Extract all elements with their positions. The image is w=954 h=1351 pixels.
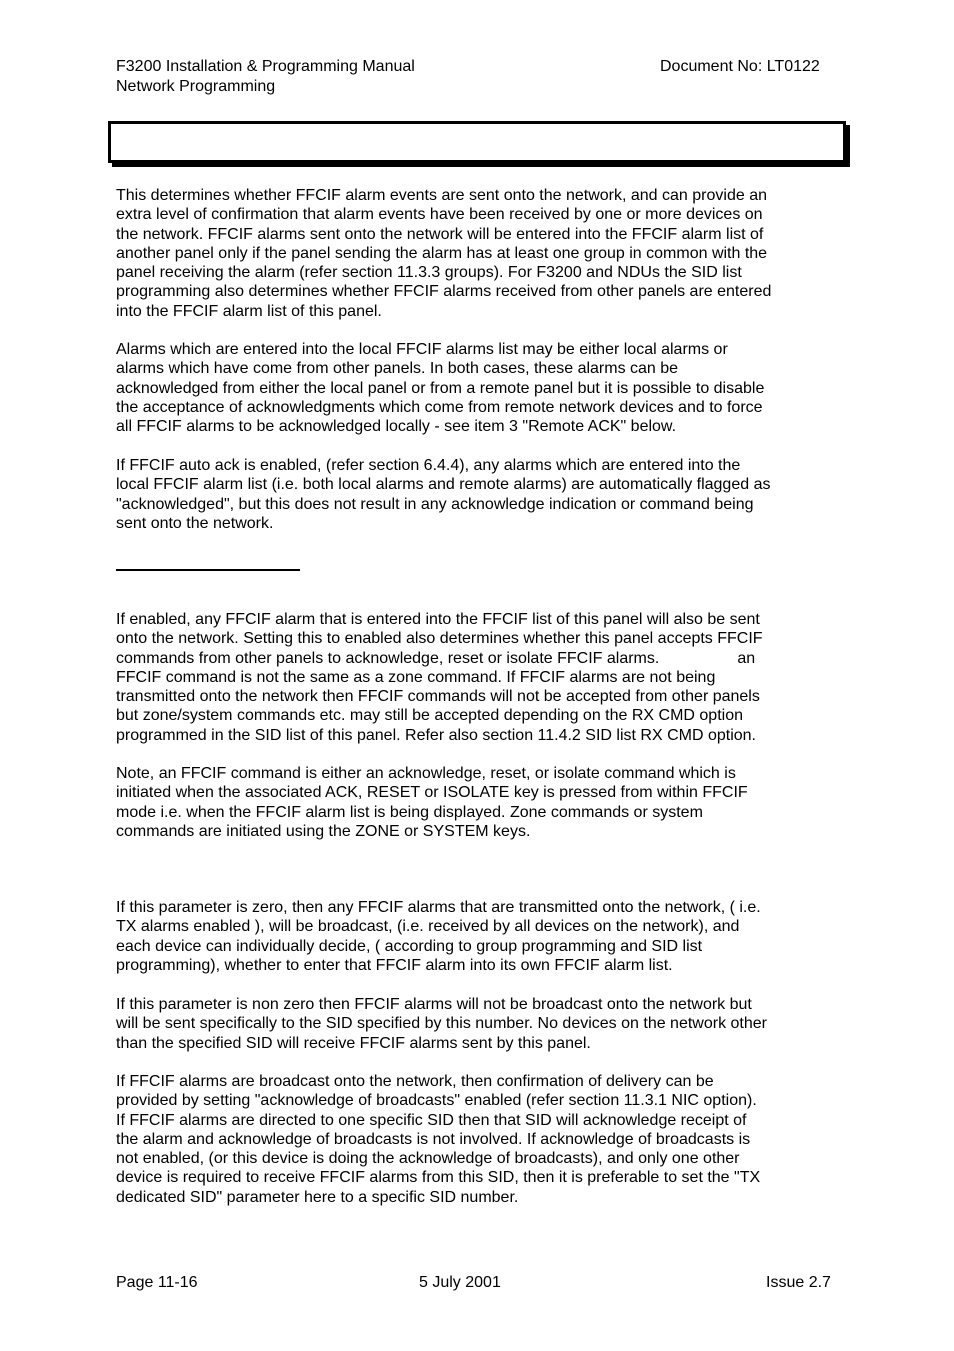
paragraph-parameter-nonzero [116,995,846,1053]
paragraph-local-alarms [116,340,846,436]
text-line: the acceptance of acknowledgments which come from remote network devices and to force [116,398,763,416]
text-fragment: an [737,649,756,667]
text-line: If this parameter is non zero then FFCIF alarms will not be broadcast onto the network but [116,996,752,1013]
header-left [116,57,415,97]
text-line: into the FFCIF alarm list of this panel. [116,302,382,320]
text-line: the alarm and acknowledge of broadcasts is not involved. If acknowledge of broadcasts is [116,1130,751,1148]
text-line: programming also determines whether FFCIF alarms received from other panels are entered [116,283,772,301]
text-line: If FFCIF alarms are broadcast onto the network, then confirmation of delivery can be [116,1073,714,1090]
text-line: initiated when the associated ACK, RESET or ISOLATE key is pressed from within FFCIF [116,784,748,802]
text-line: acknowledged from either the local panel or from a remote panel but it is possible to disable [116,379,765,397]
text-line: extra level of confirmation that alarm events have been received by one or more devices on [116,206,763,224]
paragraph-broadcast [116,1072,846,1207]
text-line: local FFCIF alarm list (i.e. both local alarms and remote alarms) are automatically flagged as [116,476,771,494]
text-line: not enabled, (or this device is doing the acknowledge of broadcasts), and only one other [116,1150,740,1168]
text-line: dedicated SID" parameter here to a specific SID number. [116,1188,519,1206]
paragraph-tx-alarms [116,610,846,745]
paragraph-auto-ack [116,456,846,533]
text-line: mode i.e. when the FFCIF alarm list is being displayed. Zone commands or system [116,803,703,821]
text-line: transmitted onto the network then FFCIF commands will not be accepted from other panels [116,688,760,706]
text-line: commands are initiated using the ZONE or SYSTEM keys. [116,822,531,840]
subheading-underline [116,569,300,571]
text-line: If FFCIF auto ack is enabled, (refer section 6.4.4), any alarms which are entered into the [116,457,741,474]
text-line: If FFCIF alarms are directed to one specific SID then that SID will acknowledge receipt of [116,1111,747,1129]
section-subtitle: Network Programming [116,78,276,95]
text-line: programming), whether to enter that FFCIF alarm into its own FFCIF alarm list. [116,956,673,974]
text-line: alarms which have come from other panels. In both cases, these alarms can be [116,360,679,378]
text-line: another panel only if the panel sending the alarm has at least one group in common with the [116,244,768,262]
text-line: If enabled, any FFCIF alarm that is entered into the FFCIF list of this panel will also be sent [116,611,760,628]
text-line: will be sent specifically to the SID specified by this number. No devices on the network other [116,1015,767,1033]
text-line: programmed in the SID list of this panel. Refer also section 11.4.2 SID list RX CMD option. [116,726,756,744]
text-line: This determines whether FFCIF alarm events are sent onto the network, and can provide an [116,187,767,204]
text-line: TX alarms enabled ), will be broadcast, (i.e. received by all devices on the network), and [116,918,740,936]
footer-date: 5 July 2001 [419,1274,501,1291]
paragraph-parameter-zero [116,898,846,975]
document-number: Document No: LT0122 [660,58,820,75]
text-line: provided by setting "acknowledge of broadcasts" enabled (refer section 11.3.1 NIC option). [116,1092,757,1110]
page-number: Page 11-16 [116,1274,198,1291]
text-line: the network. FFCIF alarms sent onto the network will be entered into the FFCIF alarm list of [116,225,764,243]
text-line: sent onto the network. [116,514,274,532]
text-line: panel receiving the alarm (refer section 11.3.3 groups). For F3200 and NDUs the SID list [116,264,742,282]
paragraph-intro [116,186,846,321]
text-line: than the specified SID will receive FFCIF alarms sent by this panel. [116,1034,591,1052]
text-line: "acknowledged", but this does not result in any acknowledge indication or command being [116,495,754,513]
text-line: device is required to receive FFCIF alarms from this SID, then it is preferable to set the "TX [116,1169,761,1187]
text-line [116,649,846,668]
text-line: If this parameter is zero, then any FFCIF alarms that are transmitted onto the network, ( i.e. [116,899,761,916]
issue-number: Issue 2.7 [766,1274,831,1291]
section-title-box [108,121,846,163]
text-line: all FFCIF alarms to be acknowledged locally - see item 3 "Remote ACK" below. [116,418,677,436]
text-line: each device can individually decide, ( according to group programming and SID list [116,937,703,955]
text-line: but zone/system commands etc. may still be accepted depending on the RX CMD option [116,707,743,725]
text-fragment: commands from other panels to acknowledge, reset or isolate FFCIF alarms. [116,649,660,667]
manual-title: F3200 Installation & Programming Manual [116,58,415,75]
paragraph-note [116,764,846,841]
text-line: Note, an FFCIF command is either an acknowledge, reset, or isolate command which is [116,765,736,782]
text-line: onto the network. Setting this to enabled also determines whether this panel accepts FFCIF [116,630,763,648]
text-line: FFCIF command is not the same as a zone command. If FFCIF alarms are not being [116,668,716,686]
text-line: Alarms which are entered into the local FFCIF alarms list may be either local alarms or [116,341,728,358]
